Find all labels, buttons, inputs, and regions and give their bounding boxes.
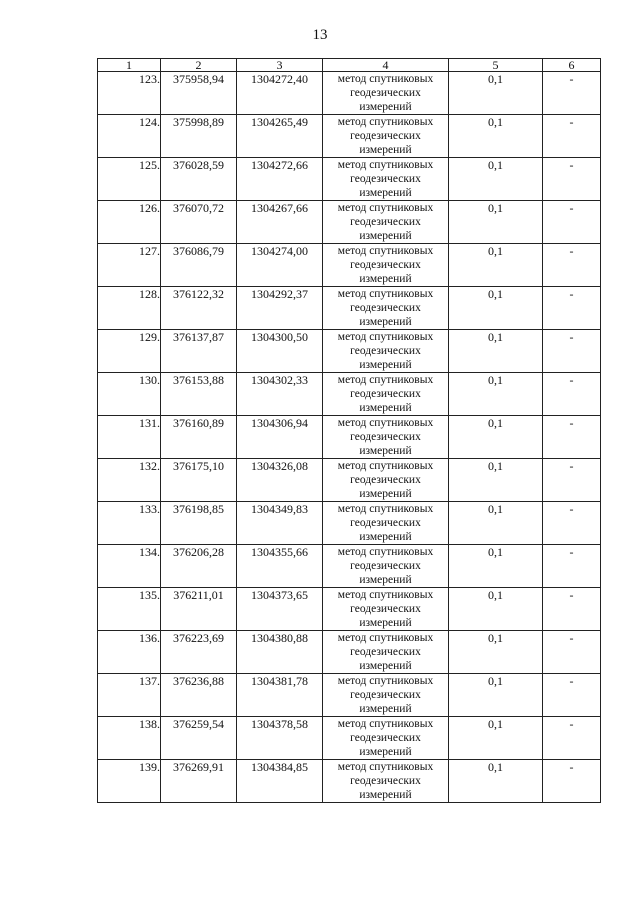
method-cell bbox=[323, 201, 449, 244]
header-col-1: 1 bbox=[98, 59, 161, 72]
accuracy-cell: 0,1 bbox=[449, 416, 543, 459]
method-line: геодезических bbox=[350, 689, 421, 701]
method-line: измерений bbox=[359, 746, 412, 758]
y-coordinate-cell: 1304265,49 bbox=[237, 115, 323, 158]
accuracy-cell: 0,1 bbox=[449, 287, 543, 330]
accuracy-cell: 0,1 bbox=[449, 330, 543, 373]
col6-cell: - bbox=[543, 330, 601, 373]
header-col-6: 6 bbox=[543, 59, 601, 72]
table-row bbox=[98, 72, 601, 115]
method-line: измерений bbox=[359, 574, 412, 586]
method-cell bbox=[323, 373, 449, 416]
x-coordinate-cell: 376259,54 bbox=[161, 717, 237, 760]
y-coordinate-cell: 1304274,00 bbox=[237, 244, 323, 287]
method-line: измерений bbox=[359, 101, 412, 113]
method-line: метод спутниковых bbox=[337, 503, 434, 515]
accuracy-cell: 0,1 bbox=[449, 373, 543, 416]
col6-cell: - bbox=[543, 588, 601, 631]
point-number-cell: 137. bbox=[98, 674, 161, 717]
method-line: метод спутниковых bbox=[337, 761, 434, 773]
point-number-cell: 139. bbox=[98, 760, 161, 803]
table-row bbox=[98, 459, 601, 502]
method-line: метод спутниковых bbox=[337, 546, 434, 558]
table-row bbox=[98, 201, 601, 244]
method-line: измерений bbox=[359, 359, 412, 371]
method-cell bbox=[323, 459, 449, 502]
method-line: измерений bbox=[359, 402, 412, 414]
accuracy-cell: 0,1 bbox=[449, 674, 543, 717]
y-coordinate-cell: 1304272,40 bbox=[237, 72, 323, 115]
x-coordinate-cell: 376028,59 bbox=[161, 158, 237, 201]
table-row bbox=[98, 373, 601, 416]
col6-cell: - bbox=[543, 760, 601, 803]
method-line: метод спутниковых bbox=[337, 718, 434, 730]
header-col-4: 4 bbox=[323, 59, 449, 72]
x-coordinate-cell: 376137,87 bbox=[161, 330, 237, 373]
method-line: измерений bbox=[359, 316, 412, 328]
col6-cell: - bbox=[543, 373, 601, 416]
accuracy-cell: 0,1 bbox=[449, 244, 543, 287]
method-line: измерений bbox=[359, 531, 412, 543]
method-line: метод спутниковых bbox=[337, 159, 434, 171]
col6-cell: - bbox=[543, 674, 601, 717]
point-number-cell: 127. bbox=[98, 244, 161, 287]
accuracy-cell: 0,1 bbox=[449, 72, 543, 115]
col6-cell: - bbox=[543, 158, 601, 201]
method-cell bbox=[323, 244, 449, 287]
method-line: метод спутниковых bbox=[337, 632, 434, 644]
col6-cell: - bbox=[543, 201, 601, 244]
y-coordinate-cell: 1304380,88 bbox=[237, 631, 323, 674]
table-row bbox=[98, 244, 601, 287]
method-line: метод спутниковых bbox=[337, 374, 434, 386]
method-line: геодезических bbox=[350, 345, 421, 357]
point-number-cell: 136. bbox=[98, 631, 161, 674]
x-coordinate-cell: 376086,79 bbox=[161, 244, 237, 287]
y-coordinate-cell: 1304302,33 bbox=[237, 373, 323, 416]
y-coordinate-cell: 1304373,65 bbox=[237, 588, 323, 631]
method-cell bbox=[323, 760, 449, 803]
table-row bbox=[98, 287, 601, 330]
y-coordinate-cell: 1304378,58 bbox=[237, 717, 323, 760]
x-coordinate-cell: 376122,32 bbox=[161, 287, 237, 330]
method-line: измерений bbox=[359, 273, 412, 285]
point-number-cell: 125. bbox=[98, 158, 161, 201]
accuracy-cell: 0,1 bbox=[449, 717, 543, 760]
x-coordinate-cell: 375958,94 bbox=[161, 72, 237, 115]
method-line: измерений bbox=[359, 660, 412, 672]
point-number-cell: 132. bbox=[98, 459, 161, 502]
x-coordinate-cell: 376211,01 bbox=[161, 588, 237, 631]
method-line: измерений bbox=[359, 703, 412, 715]
method-cell bbox=[323, 416, 449, 459]
accuracy-cell: 0,1 bbox=[449, 201, 543, 244]
accuracy-cell: 0,1 bbox=[449, 545, 543, 588]
point-number-cell: 134. bbox=[98, 545, 161, 588]
method-line: измерений bbox=[359, 187, 412, 199]
point-number-cell: 129. bbox=[98, 330, 161, 373]
method-line: геодезических bbox=[350, 646, 421, 658]
point-number-cell: 130. bbox=[98, 373, 161, 416]
method-cell bbox=[323, 631, 449, 674]
method-line: измерений bbox=[359, 230, 412, 242]
method-cell bbox=[323, 158, 449, 201]
table-row bbox=[98, 631, 601, 674]
method-line: измерений bbox=[359, 488, 412, 500]
method-line: метод спутниковых bbox=[337, 417, 434, 429]
y-coordinate-cell: 1304306,94 bbox=[237, 416, 323, 459]
x-coordinate-cell: 376153,88 bbox=[161, 373, 237, 416]
method-line: геодезических bbox=[350, 474, 421, 486]
accuracy-cell: 0,1 bbox=[449, 459, 543, 502]
method-line: геодезических bbox=[350, 603, 421, 615]
col6-cell: - bbox=[543, 502, 601, 545]
point-number-cell: 128. bbox=[98, 287, 161, 330]
col6-cell: - bbox=[543, 72, 601, 115]
page-number: 13 bbox=[312, 27, 328, 43]
table-row bbox=[98, 416, 601, 459]
header-row bbox=[98, 59, 601, 72]
table-body bbox=[98, 72, 601, 803]
point-number-cell: 123. bbox=[98, 72, 161, 115]
y-coordinate-cell: 1304355,66 bbox=[237, 545, 323, 588]
col6-cell: - bbox=[543, 244, 601, 287]
y-coordinate-cell: 1304300,50 bbox=[237, 330, 323, 373]
x-coordinate-cell: 376160,89 bbox=[161, 416, 237, 459]
table-row bbox=[98, 330, 601, 373]
method-line: метод спутниковых bbox=[337, 116, 434, 128]
x-coordinate-cell: 376269,91 bbox=[161, 760, 237, 803]
method-line: измерений bbox=[359, 144, 412, 156]
method-cell bbox=[323, 674, 449, 717]
method-line: метод спутниковых bbox=[337, 675, 434, 687]
col6-cell: - bbox=[543, 115, 601, 158]
x-coordinate-cell: 376236,88 bbox=[161, 674, 237, 717]
method-line: метод спутниковых bbox=[337, 331, 434, 343]
method-line: геодезических bbox=[350, 173, 421, 185]
method-line: геодезических bbox=[350, 302, 421, 314]
method-cell bbox=[323, 588, 449, 631]
method-cell bbox=[323, 72, 449, 115]
method-cell bbox=[323, 545, 449, 588]
method-line: геодезических bbox=[350, 130, 421, 142]
coordinates-table bbox=[97, 58, 601, 803]
table-row bbox=[98, 115, 601, 158]
table-row bbox=[98, 588, 601, 631]
accuracy-cell: 0,1 bbox=[449, 760, 543, 803]
accuracy-cell: 0,1 bbox=[449, 588, 543, 631]
method-line: геодезических bbox=[350, 216, 421, 228]
method-cell bbox=[323, 287, 449, 330]
y-coordinate-cell: 1304384,85 bbox=[237, 760, 323, 803]
method-line: измерений bbox=[359, 445, 412, 457]
method-line: метод спутниковых bbox=[337, 73, 434, 85]
table-row bbox=[98, 502, 601, 545]
point-number-cell: 126. bbox=[98, 201, 161, 244]
col6-cell: - bbox=[543, 545, 601, 588]
header-col-3: 3 bbox=[237, 59, 323, 72]
method-line: измерений bbox=[359, 617, 412, 629]
method-line: геодезических bbox=[350, 431, 421, 443]
method-line: геодезических bbox=[350, 388, 421, 400]
method-cell bbox=[323, 330, 449, 373]
accuracy-cell: 0,1 bbox=[449, 158, 543, 201]
y-coordinate-cell: 1304292,37 bbox=[237, 287, 323, 330]
x-coordinate-cell: 376198,85 bbox=[161, 502, 237, 545]
col6-cell: - bbox=[543, 717, 601, 760]
method-line: геодезических bbox=[350, 775, 421, 787]
table-row bbox=[98, 674, 601, 717]
x-coordinate-cell: 375998,89 bbox=[161, 115, 237, 158]
y-coordinate-cell: 1304267,66 bbox=[237, 201, 323, 244]
col6-cell: - bbox=[543, 631, 601, 674]
x-coordinate-cell: 376175,10 bbox=[161, 459, 237, 502]
col6-cell: - bbox=[543, 459, 601, 502]
x-coordinate-cell: 376070,72 bbox=[161, 201, 237, 244]
table-row bbox=[98, 158, 601, 201]
method-line: геодезических bbox=[350, 560, 421, 572]
y-coordinate-cell: 1304381,78 bbox=[237, 674, 323, 717]
method-line: измерений bbox=[359, 789, 412, 801]
y-coordinate-cell: 1304272,66 bbox=[237, 158, 323, 201]
y-coordinate-cell: 1304349,83 bbox=[237, 502, 323, 545]
method-line: метод спутниковых bbox=[337, 202, 434, 214]
method-cell bbox=[323, 717, 449, 760]
accuracy-cell: 0,1 bbox=[449, 502, 543, 545]
accuracy-cell: 0,1 bbox=[449, 115, 543, 158]
x-coordinate-cell: 376223,69 bbox=[161, 631, 237, 674]
y-coordinate-cell: 1304326,08 bbox=[237, 459, 323, 502]
method-line: геодезических bbox=[350, 259, 421, 271]
table-row bbox=[98, 545, 601, 588]
method-line: геодезических bbox=[350, 517, 421, 529]
method-line: метод спутниковых bbox=[337, 460, 434, 472]
table-row bbox=[98, 760, 601, 803]
method-line: геодезических bbox=[350, 87, 421, 99]
method-cell bbox=[323, 115, 449, 158]
method-line: метод спутниковых bbox=[337, 589, 434, 601]
point-number-cell: 133. bbox=[98, 502, 161, 545]
method-line: геодезических bbox=[350, 732, 421, 744]
point-number-cell: 135. bbox=[98, 588, 161, 631]
point-number-cell: 131. bbox=[98, 416, 161, 459]
header-col-5: 5 bbox=[449, 59, 543, 72]
table-header bbox=[98, 59, 601, 72]
point-number-cell: 124. bbox=[98, 115, 161, 158]
method-line: метод спутниковых bbox=[337, 245, 434, 257]
table-row bbox=[98, 717, 601, 760]
header-col-2: 2 bbox=[161, 59, 237, 72]
col6-cell: - bbox=[543, 287, 601, 330]
method-cell bbox=[323, 502, 449, 545]
point-number-cell: 138. bbox=[98, 717, 161, 760]
x-coordinate-cell: 376206,28 bbox=[161, 545, 237, 588]
col6-cell: - bbox=[543, 416, 601, 459]
accuracy-cell: 0,1 bbox=[449, 631, 543, 674]
method-line: метод спутниковых bbox=[337, 288, 434, 300]
